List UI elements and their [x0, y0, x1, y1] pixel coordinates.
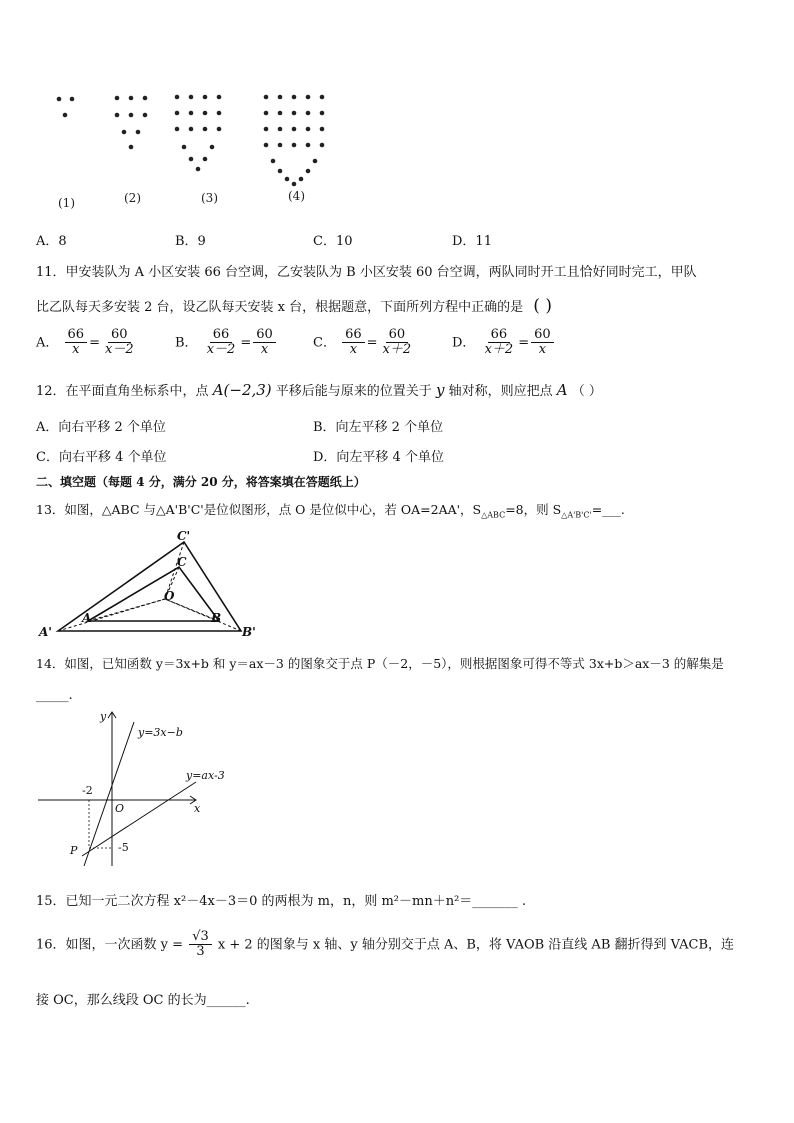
q11-c-den2: x＋2 [382, 342, 412, 358]
q11-option-d: D． $\frac{66}{x+2}$ = $\frac{60}{x}$ [452, 328, 556, 358]
q11-stem-line2-text: 比乙队每天多安装 2 台，设乙队每天安装 x 台，根据题意，下面所列方程中正确的是 [36, 300, 524, 315]
point-p-label: P [70, 844, 78, 857]
q12-option-c: C．向右平移 4 个单位 [36, 450, 167, 465]
tick-label-neg5: -5 [118, 841, 129, 854]
q11-d-den1: x＋2 [484, 342, 514, 358]
q16-frac-num: √3 [189, 930, 212, 945]
q11-a-den1: x [72, 342, 80, 358]
q11-c-num1: 66 [342, 328, 365, 343]
q11-option-b: B． $\frac{66}{x-2}$ = $\frac{60}{x}$ [175, 328, 278, 358]
q11-answer-paren: ( ) [533, 296, 552, 316]
q11-stem-line2 [36, 296, 552, 316]
q10-option-b: B．9 [175, 234, 206, 249]
q11-d-den2: x [538, 342, 547, 358]
axis-label-x: x [194, 802, 201, 815]
q11-a-num2: 60 [108, 328, 131, 343]
homothety-triangles-figure [36, 526, 266, 644]
q14-stem-line1: 14．如图，已知函数 y＝3x+b 和 y＝ax－3 的图象交于点 P（－2，－5），则根据图象可得不等式 3x+b＞ax－3 的解集是 [36, 656, 724, 671]
q12-stem-c: 轴对称，则应把点 [448, 384, 553, 399]
q12-axis: y [435, 381, 445, 399]
q11-c-num2: 60 [386, 328, 409, 343]
q11-option-a-label: A． [36, 335, 59, 351]
label-a: A [82, 611, 92, 625]
q12-answer-paren: （ ） [571, 384, 602, 399]
q10-option-c: C．10 [313, 234, 353, 249]
q13-sub1: △ABC [481, 510, 506, 520]
figure-label-4: (4) [288, 189, 305, 203]
q11-b-den1: x－2 [206, 342, 236, 358]
label-o: O [164, 589, 175, 603]
axis-label-y: y [100, 710, 107, 723]
q10-option-a: A．8 [36, 234, 67, 249]
q11-c-den1: x [349, 342, 358, 358]
q11-b-num1: 66 [210, 328, 233, 343]
q16-stem-line2: 接 OC，那么线段 OC 的长为______. [36, 993, 250, 1008]
label-a-prime: A' [39, 625, 52, 639]
q11-option-a: A． $\frac{66}{x}$ = $\frac{60}{x-2}$ [36, 328, 139, 358]
label-c: C [177, 555, 187, 569]
figure-label-3: (3) [201, 191, 218, 205]
q13-stem [36, 500, 625, 520]
q11-option-c: C． $\frac{66}{x}$ = $\frac{60}{x+2}$ [313, 328, 416, 358]
figure-label-2: (2) [124, 191, 141, 205]
q13-end: =___. [591, 502, 625, 517]
q12-point: A(−2,3) [212, 381, 272, 399]
label-b-prime: B' [242, 625, 256, 639]
q11-option-c-label: C． [313, 335, 336, 351]
q16-post: x + 2 的图象与 x 轴、y 轴分别交于点 A、B，将 VAOB 沿直线 AB 翻折得到 VACB，连 [217, 937, 735, 953]
q15-stem: 15．已知一元二次方程 x²－4x－3＝0 的两根为 m，n，则 m²－mn＋n²＝_______ . [36, 894, 527, 909]
q16-frac-den: 3 [196, 944, 205, 960]
q13-text: 13．如图，△ABC 与△A'B'C'是位似图形，点 O 是位似中心，若 OA=2AA'，S [36, 502, 482, 517]
q11-stem-line1: 11．甲安装队为 A 小区安装 66 台空调，乙安装队为 B 小区安装 60 台空调，两队同时开工且恰好同时完工，甲队 [36, 265, 697, 280]
label-b: B [211, 611, 222, 625]
q16-pre: 16．如图，一次函数 y = [36, 937, 184, 953]
q13-mid: =8，则 S [505, 502, 562, 517]
figure-label-1: (1) [58, 196, 75, 210]
q11-option-b-label: B． [175, 335, 198, 351]
q12-stem-a: 12．在平面直角坐标系中，点 [36, 384, 209, 399]
q14-stem-line2: _____. [36, 688, 73, 703]
q11-a-den2: x－2 [104, 342, 134, 358]
q11-b-den2: x [260, 342, 269, 358]
q12-option-b: B．向左平移 2 个单位 [313, 420, 444, 435]
linear-functions-graph [36, 708, 246, 868]
label-c-prime: C' [177, 529, 191, 543]
line1-label: y=3x−b [138, 726, 183, 739]
q12-option-d: D．向左平移 4 个单位 [313, 450, 444, 465]
q10-option-d: D．11 [452, 234, 492, 249]
q11-b-num2: 60 [253, 328, 276, 343]
q11-d-num1: 66 [488, 328, 511, 343]
q12-option-a: A．向右平移 2 个单位 [36, 420, 166, 435]
line2-label: y=ax-3 [186, 769, 225, 782]
tick-label-neg2: -2 [82, 784, 93, 797]
q11-d-num2: 60 [531, 328, 554, 343]
origin-label: O [115, 802, 125, 815]
q16-stem-line1 [36, 930, 734, 960]
q11-a-num1: 66 [65, 328, 88, 343]
dot-pattern-figure [40, 85, 360, 215]
q11-option-d-label: D． [452, 335, 476, 351]
section-heading: 二、填空题（每题 4 分，满分 20 分，将答案填在答题纸上） [36, 475, 366, 489]
q13-sub2: △A'B'C' [561, 510, 592, 520]
q12-stem [36, 380, 602, 399]
q12-point-a: A [556, 381, 568, 399]
q12-stem-b: 平移后能与原来的位置关于 [275, 384, 432, 399]
